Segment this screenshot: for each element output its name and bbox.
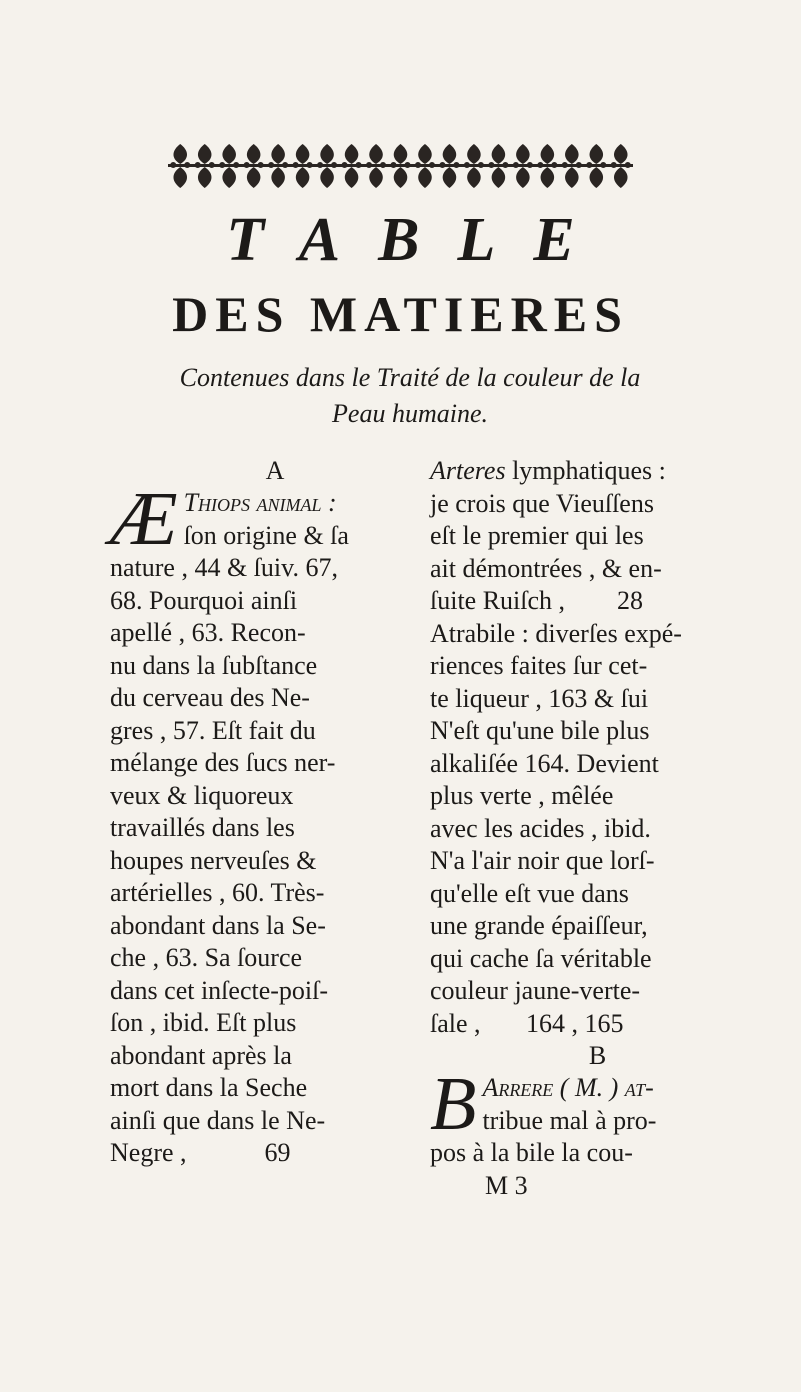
entry-line: veux & liquoreux	[110, 780, 294, 810]
entry-line: travaillés dans les	[110, 813, 295, 842]
entry-line: N'eſt qu'une bile plus	[430, 716, 650, 745]
section-letter-b: B	[588, 1041, 607, 1070]
entry-line: artérielles , 60. Très-	[110, 878, 325, 907]
entry-line: couleur jaune-verte-	[430, 976, 641, 1005]
entry-line: une grande épaiſſeur,	[430, 911, 648, 940]
entry-line: pos à la bile la cou-	[430, 1138, 633, 1167]
entry-line: Arrere ( M. ) at-	[482, 1073, 654, 1102]
caption-line: Contenues dans le Traité de la couleur de la	[179, 363, 641, 392]
entry-line: avec les acides , ibid.	[430, 813, 651, 843]
section-letter-a: A	[265, 456, 285, 485]
entry-headword: Arteres	[430, 456, 506, 485]
entry-line: Thiops animal :	[183, 488, 337, 517]
entry-line: qu'elle eſt vue dans	[430, 878, 629, 908]
entry-line: ſale , 164 , 165	[430, 1008, 624, 1038]
entry-line: Atrabile : diverſes expé-	[430, 618, 682, 648]
entry-line: je crois que Vieuſſens	[430, 488, 654, 518]
entry-line	[430, 455, 765, 488]
caption	[150, 360, 670, 432]
caption-line: Peau humaine.	[332, 399, 488, 428]
entry-line: nature , 44 & ſuiv. 67,	[110, 553, 338, 582]
entry-line: gres , 57. Eſt fait du	[110, 715, 316, 745]
dropcap-b: B	[430, 1062, 477, 1146]
entry-line: qui cache ſa véritable	[430, 943, 652, 973]
entry-line: ainſi que dans le Ne-	[110, 1105, 326, 1135]
entry-line: alkaliſée 164. Devient	[430, 748, 659, 778]
entry-line: 68. Pourquoi ainſi	[110, 585, 298, 615]
entry-line: nu dans la ſubſtance	[110, 650, 318, 680]
entry-line: mort dans la Seche	[110, 1073, 308, 1102]
fleuron-band-ornament	[168, 140, 633, 192]
entry-line: plus verte , mêlée	[430, 781, 614, 810]
entry-line: houpes nerveuſes &	[110, 845, 317, 875]
entry-line: ſuite Ruiſch , 28	[430, 586, 644, 615]
entry-line: N'a l'air noir que lorſ-	[430, 846, 655, 875]
entry-line: tribue mal à pro-	[482, 1105, 657, 1135]
page-title: TABLE	[226, 206, 613, 274]
signature-mark: M 3	[485, 1170, 528, 1200]
entry-barrere	[430, 1062, 765, 1170]
entry-line-rest: lymphatiques :	[505, 456, 666, 485]
entry-aethiops	[110, 477, 440, 1170]
entry-line: abondant dans la Se-	[110, 910, 326, 940]
entry-line: eſt le premier qui les	[430, 521, 644, 550]
entry-line: dans cet inſecte-poiſ-	[110, 975, 329, 1005]
entry-line: Negre , 69	[110, 1138, 291, 1167]
entry-line: abondant après la	[110, 1040, 292, 1070]
entry-line: te liqueur , 163 & ſui	[430, 683, 649, 713]
dropcap-ae: Æ	[110, 477, 178, 561]
right-column	[430, 455, 765, 1202]
entry-line: ſon origine & ſa	[183, 520, 349, 550]
entry-line: du cerveau des Ne-	[110, 683, 310, 712]
entry-line: apellé , 63. Recon-	[110, 618, 306, 647]
entry-line: mélange des ſucs ner-	[110, 748, 336, 777]
entry-line: ſon , ibid. Eſt plus	[110, 1008, 297, 1037]
page-subtitle: DES MATIERES	[172, 286, 629, 342]
entry-line: riences faites ſur cet-	[430, 651, 648, 680]
entry-line: che , 63. Sa ſource	[110, 943, 303, 972]
entry-line: ait démontrées , & en-	[430, 553, 662, 583]
left-column	[110, 455, 440, 1170]
